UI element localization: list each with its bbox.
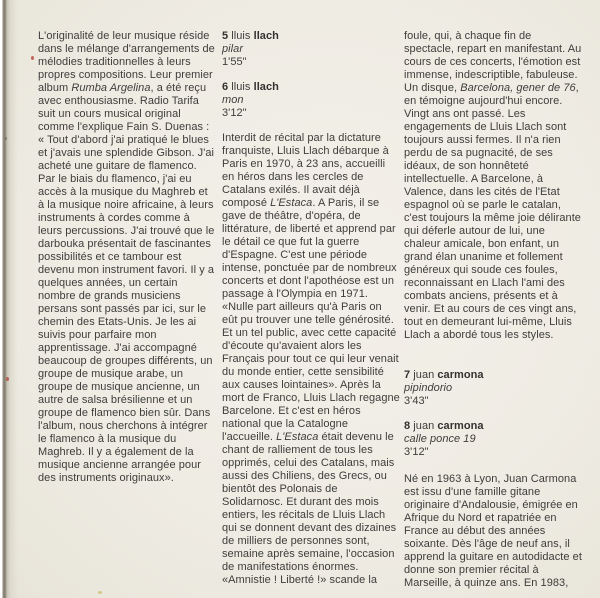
paragraph-llach-bio-part1 — [222, 132, 400, 587]
track-artist-first-name: lluis — [231, 81, 251, 93]
track-list-carmona — [404, 369, 582, 459]
track-duration: 3'43" — [404, 395, 429, 407]
paragraph-text: , en témoigne aujourd'hui encore. Vingt ans ont passé. Les engagements de Lluis Llach sont toujours aussi fermes. Il n'a rien perdu de sa pugnacité, de ses idéaux, de son honnêteté intellectuelle. A Barcelone, à Valence, dans les cités de l'Etat espagnol où se parle le catalan, c'est toujours la même joie délirante qui déferle autour de lui, une chaleur amicale, bon enfant, un grand élan unanime et follement généreux qui soude ces foules, reconnaissant en Llach l'ami des combats anciens, présents et à venir. Et au cours de ces vingt ans, tout en demeurant lui-même, Lluis Llach a abordé tous les styles. — [404, 82, 581, 341]
track-duration: 3'12" — [404, 446, 429, 458]
track-title: pilar — [222, 43, 244, 55]
track-number: 5 — [222, 30, 229, 42]
track-artist-first-name: juan — [413, 420, 435, 432]
track-duration: 3'12" — [222, 107, 247, 119]
track-title: mon — [222, 94, 244, 106]
track-title: calle ponce 19 — [404, 433, 476, 445]
track-artist-first-name: lluis — [231, 30, 251, 42]
paragraph-text: foule, qui, à chaque fin de spectacle, repart en manifestant. Au cours de ces concerts, l'émotion est immense, indescriptible, fabuleuse. Un disque, — [404, 30, 582, 94]
track-entry-7 — [404, 369, 582, 408]
paragraph-text: L'originalité de leur musique réside dans le mélange d'arrangements de mélodies traditionnelles à leurs propres compositions. Leur premier album — [38, 30, 215, 94]
track-artist-line — [404, 420, 582, 433]
paragraph-text: Interdit de récital par la dictature franquiste, Lluis Llach débarque à Paris en 1970, à 23 ans, accueilli en héros dans les cercles de Catalans exilés. Il avait déjà composé — [222, 132, 389, 209]
song-title-italic: L'Estaca — [270, 197, 313, 209]
song-title-italic: L'Estaca — [276, 431, 319, 443]
track-title: pipindorio — [404, 382, 453, 394]
track-entry-6 — [222, 81, 400, 120]
track-duration: 1'55" — [222, 56, 247, 68]
paragraph-llach-bio-part2 — [404, 30, 582, 342]
track-list-llach — [222, 30, 400, 120]
paragraph-radio-tarifa — [38, 30, 216, 485]
scan-speck — [31, 56, 34, 60]
track-artist-line — [222, 81, 400, 94]
track-entry-8 — [404, 420, 582, 459]
column-left — [38, 30, 216, 485]
track-artist-last-name: carmona — [437, 369, 484, 381]
paragraph-text: , a été reçu avec enthousiasme. Radio Tarifa suit un cours musical original comme l'explique Fain S. Duenas : « Tout d'abord j'ai pratiqué le blues et j'avais une splendide Gibson. J'ai acheté une guitare de flamenco. Par le biais du flamenco, j'ai eu accès à la musique du Maghreb et à la musique noire africaine, à leurs instruments à cordes comme à leurs percussions. J'ai trouvé que le darbouka présentait de fascinantes possibilités et ce tambour est devenu mon instrument favori. Il y a quelques années, un certain nombre de grands musiciens persans sont passés par ici, sur le chemin des Etats-Unis. Je les ai suivis pour parfaire mon apprentissage. J'ai accompagné beaucoup de groupes différents, un groupe de musique arabe, un groupe de musique ancienne, un autre de salsa brésilienne et un groupe de flamenco bien sûr. Dans l'album, nous cherchons à intégrer le flamenco à la musique du Maghreb. Il y a également de la musique ancienne arrangée pour des instruments originaux». — [38, 82, 215, 484]
booklet-spine-edge — [0, 0, 18, 598]
album-title-italic: Rumba Argelina — [71, 82, 151, 94]
track-artist-last-name: llach — [253, 30, 279, 42]
track-number: 6 — [222, 81, 229, 93]
scan-speck — [6, 377, 9, 381]
album-title-italic: Barcelona, gener de 76 — [460, 82, 576, 94]
track-artist-last-name: carmona — [437, 420, 484, 432]
paragraph-text: était devenu le chant de ralliement de tous les opprimés, celui des Catalans, mais aussi des Chiliens, des Grecs, ou bientôt des Polonais de Solidarnosc. Et durant des mois entiers, les récitals de Lluis Llach qui se donnent devant des dizaines de milliers de personnes sont, semaine après semaine, l'occasion de manifestations énormes. «Amnistie ! Liberté !» scande la — [222, 431, 397, 586]
track-number: 8 — [404, 420, 411, 432]
scan-speck — [98, 591, 102, 594]
paragraph-carmona-bio — [404, 473, 582, 590]
track-entry-5 — [222, 30, 400, 69]
track-number: 7 — [404, 369, 411, 381]
column-middle — [222, 30, 400, 587]
track-artist-first-name: juan — [413, 369, 435, 381]
track-artist-line — [222, 30, 400, 43]
paragraph-text: . A Paris, il se gave de théâtre, d'opéra, de littérature, de liberté et apprend par le détail ce que fut la guerre d'Espagne. C'est une période intense, ponctuée par de nombreux concerts et dont l'apothéose est un passage à l'Olympia en 1971. «Nulle part ailleurs qu'à Paris on eût pu trouver une telle générosité. Et un tel public, avec cette capacité d'écoute qu'avaient alors les Français pour tout ce qui leur venait du monde entier, cette sensibilité aux causes lointaines». Après la mort de Franco, Lluis Llach regagne Barcelone. Et c'est en héros national que la Catalogne l'accueille. — [222, 197, 400, 443]
scan-speck — [5, 137, 7, 140]
paragraph-text: Né en 1963 à Lyon, Juan Carmona est issu d'une famille gitane originaire d'Andalousie, émigrée en Afrique du Nord et rapatriée en France au début des années soixante. Dès l'âge de neuf ans, il apprend la guitare en autodidacte et donne son premier récital à Marseille, à quinze ans. En 1983, — [404, 473, 582, 589]
column-right — [404, 30, 582, 590]
track-artist-last-name: llach — [253, 81, 279, 93]
track-artist-line — [404, 369, 582, 382]
